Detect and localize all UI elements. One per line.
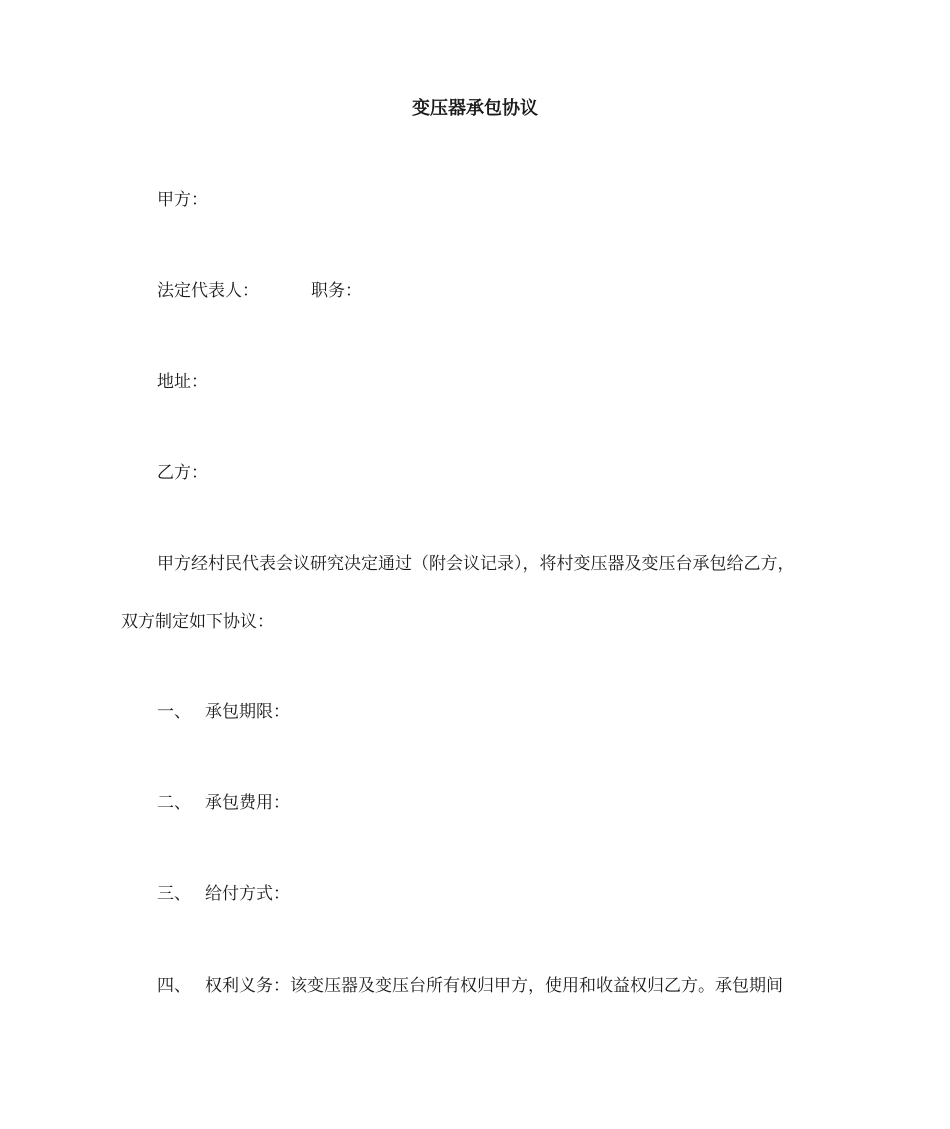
legal-rep-label: 法定代表人： bbox=[157, 281, 259, 301]
clause-1 bbox=[157, 700, 290, 724]
position-label: 职务： bbox=[311, 281, 362, 301]
clause-number: 二、 bbox=[157, 793, 191, 813]
clause-text: 权利义务：该变压器及变压台所有权归甲方，使用和收益权归乙方。承包期间 bbox=[205, 976, 783, 996]
clause-text: 承包期限： bbox=[205, 702, 290, 722]
party-b-line: 乙方： bbox=[157, 463, 208, 483]
clause-4 bbox=[157, 974, 783, 998]
clause-3 bbox=[157, 882, 290, 906]
clause-2 bbox=[157, 791, 290, 815]
intro-paragraph-line-1: 甲方经村民代表会议研究决定通过（附会议记录），将村变压器及变压台承包给乙方， bbox=[157, 554, 795, 574]
clause-number: 一、 bbox=[157, 702, 191, 722]
clause-number: 三、 bbox=[157, 884, 191, 904]
document-title: 变压器承包协议 bbox=[412, 98, 538, 119]
clause-text: 承包费用： bbox=[205, 793, 290, 813]
clause-number: 四、 bbox=[157, 976, 191, 996]
intro-paragraph-line-2: 双方制定如下协议： bbox=[121, 612, 274, 632]
party-a-line: 甲方： bbox=[157, 190, 208, 210]
clause-text: 给付方式： bbox=[205, 884, 290, 904]
legal-rep-line bbox=[157, 279, 362, 303]
address-line: 地址： bbox=[157, 372, 208, 392]
